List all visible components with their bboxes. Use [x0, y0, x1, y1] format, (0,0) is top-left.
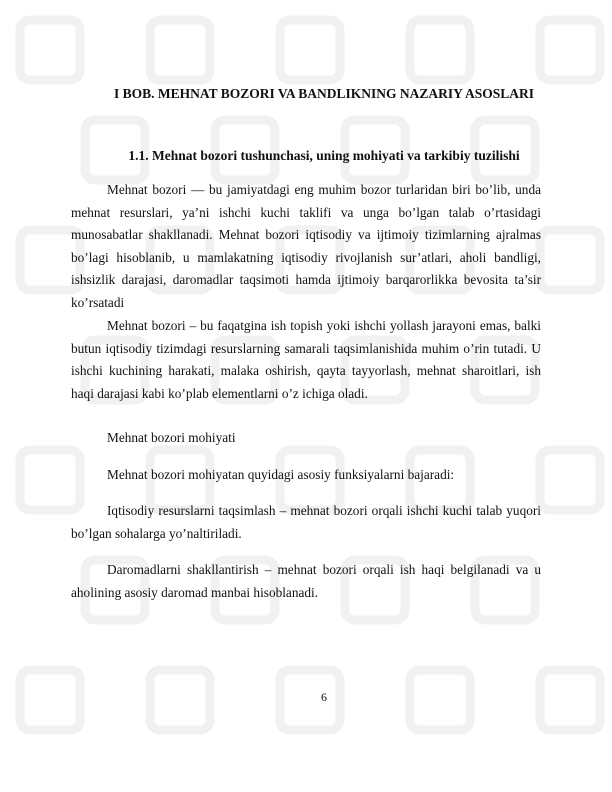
page-number: 6	[321, 690, 327, 704]
paragraph-6: Daromadlarni shakllantirish – mehnat bozori orqali ish haqi belgilanadi va u aholining asosiy daromad manbai hisoblanadi.	[71, 562, 541, 600]
paragraph-1: Mehnat bozori — bu jamiyatdagi eng muhim bozor turlaridan biri bo’lib, unda mehnat resurslari, ya’ni ishchi kuchi taklifi va unga bo’lgan talab o’rtasidagi munosabatlar shakllanadi. Mehnat bozori iqtisodiy va ijtimoiy tizimlarning ajralmas bo’lagi hisoblanib, u mamlakatning iqtisodiy rivojlanish sur’atlari, aholi bandligi, ishsizlik darajasi, daromadlar taqsimoti hamda ijtimoiy barqarorlikka bevosita ta’sir ko’rsatadi	[71, 182, 541, 310]
paragraph-2: Mehnat bozori – bu faqatgina ish topish yoki ishchi yollash jarayoni emas, balki butun iqtisodiy tizimdagi resurslarning samarali taqsimlanishida muhim o’rin tutadi. U ishchi kuchining harakati, malaka oshirish, qayta tayyorlash, mehnat sharoitlari, ish haqi darajasi kabi ko’plab elementlarni o’z ichiga oladi.	[71, 318, 541, 401]
paragraph-3: Mehnat bozori mohiyati	[107, 430, 236, 445]
paragraph-4: Mehnat bozori mohiyatan quyidagi asosiy funksiyalarni bajaradi:	[107, 467, 455, 482]
paragraph-5: Iqtisodiy resurslarni taqsimlash – mehnat bozori orqali ishchi kuchi talab yuqori bo’lgan sohalarga yo’naltiriladi.	[71, 503, 541, 541]
section-title: 1.1. Mehnat bozori tushunchasi, uning mohiyati va tarkibiy tuzilishi	[128, 148, 520, 163]
chapter-title: I BOB. MEHNAT BOZORI VA BANDLIKNING NAZARIY ASOSLARI	[113, 86, 535, 101]
